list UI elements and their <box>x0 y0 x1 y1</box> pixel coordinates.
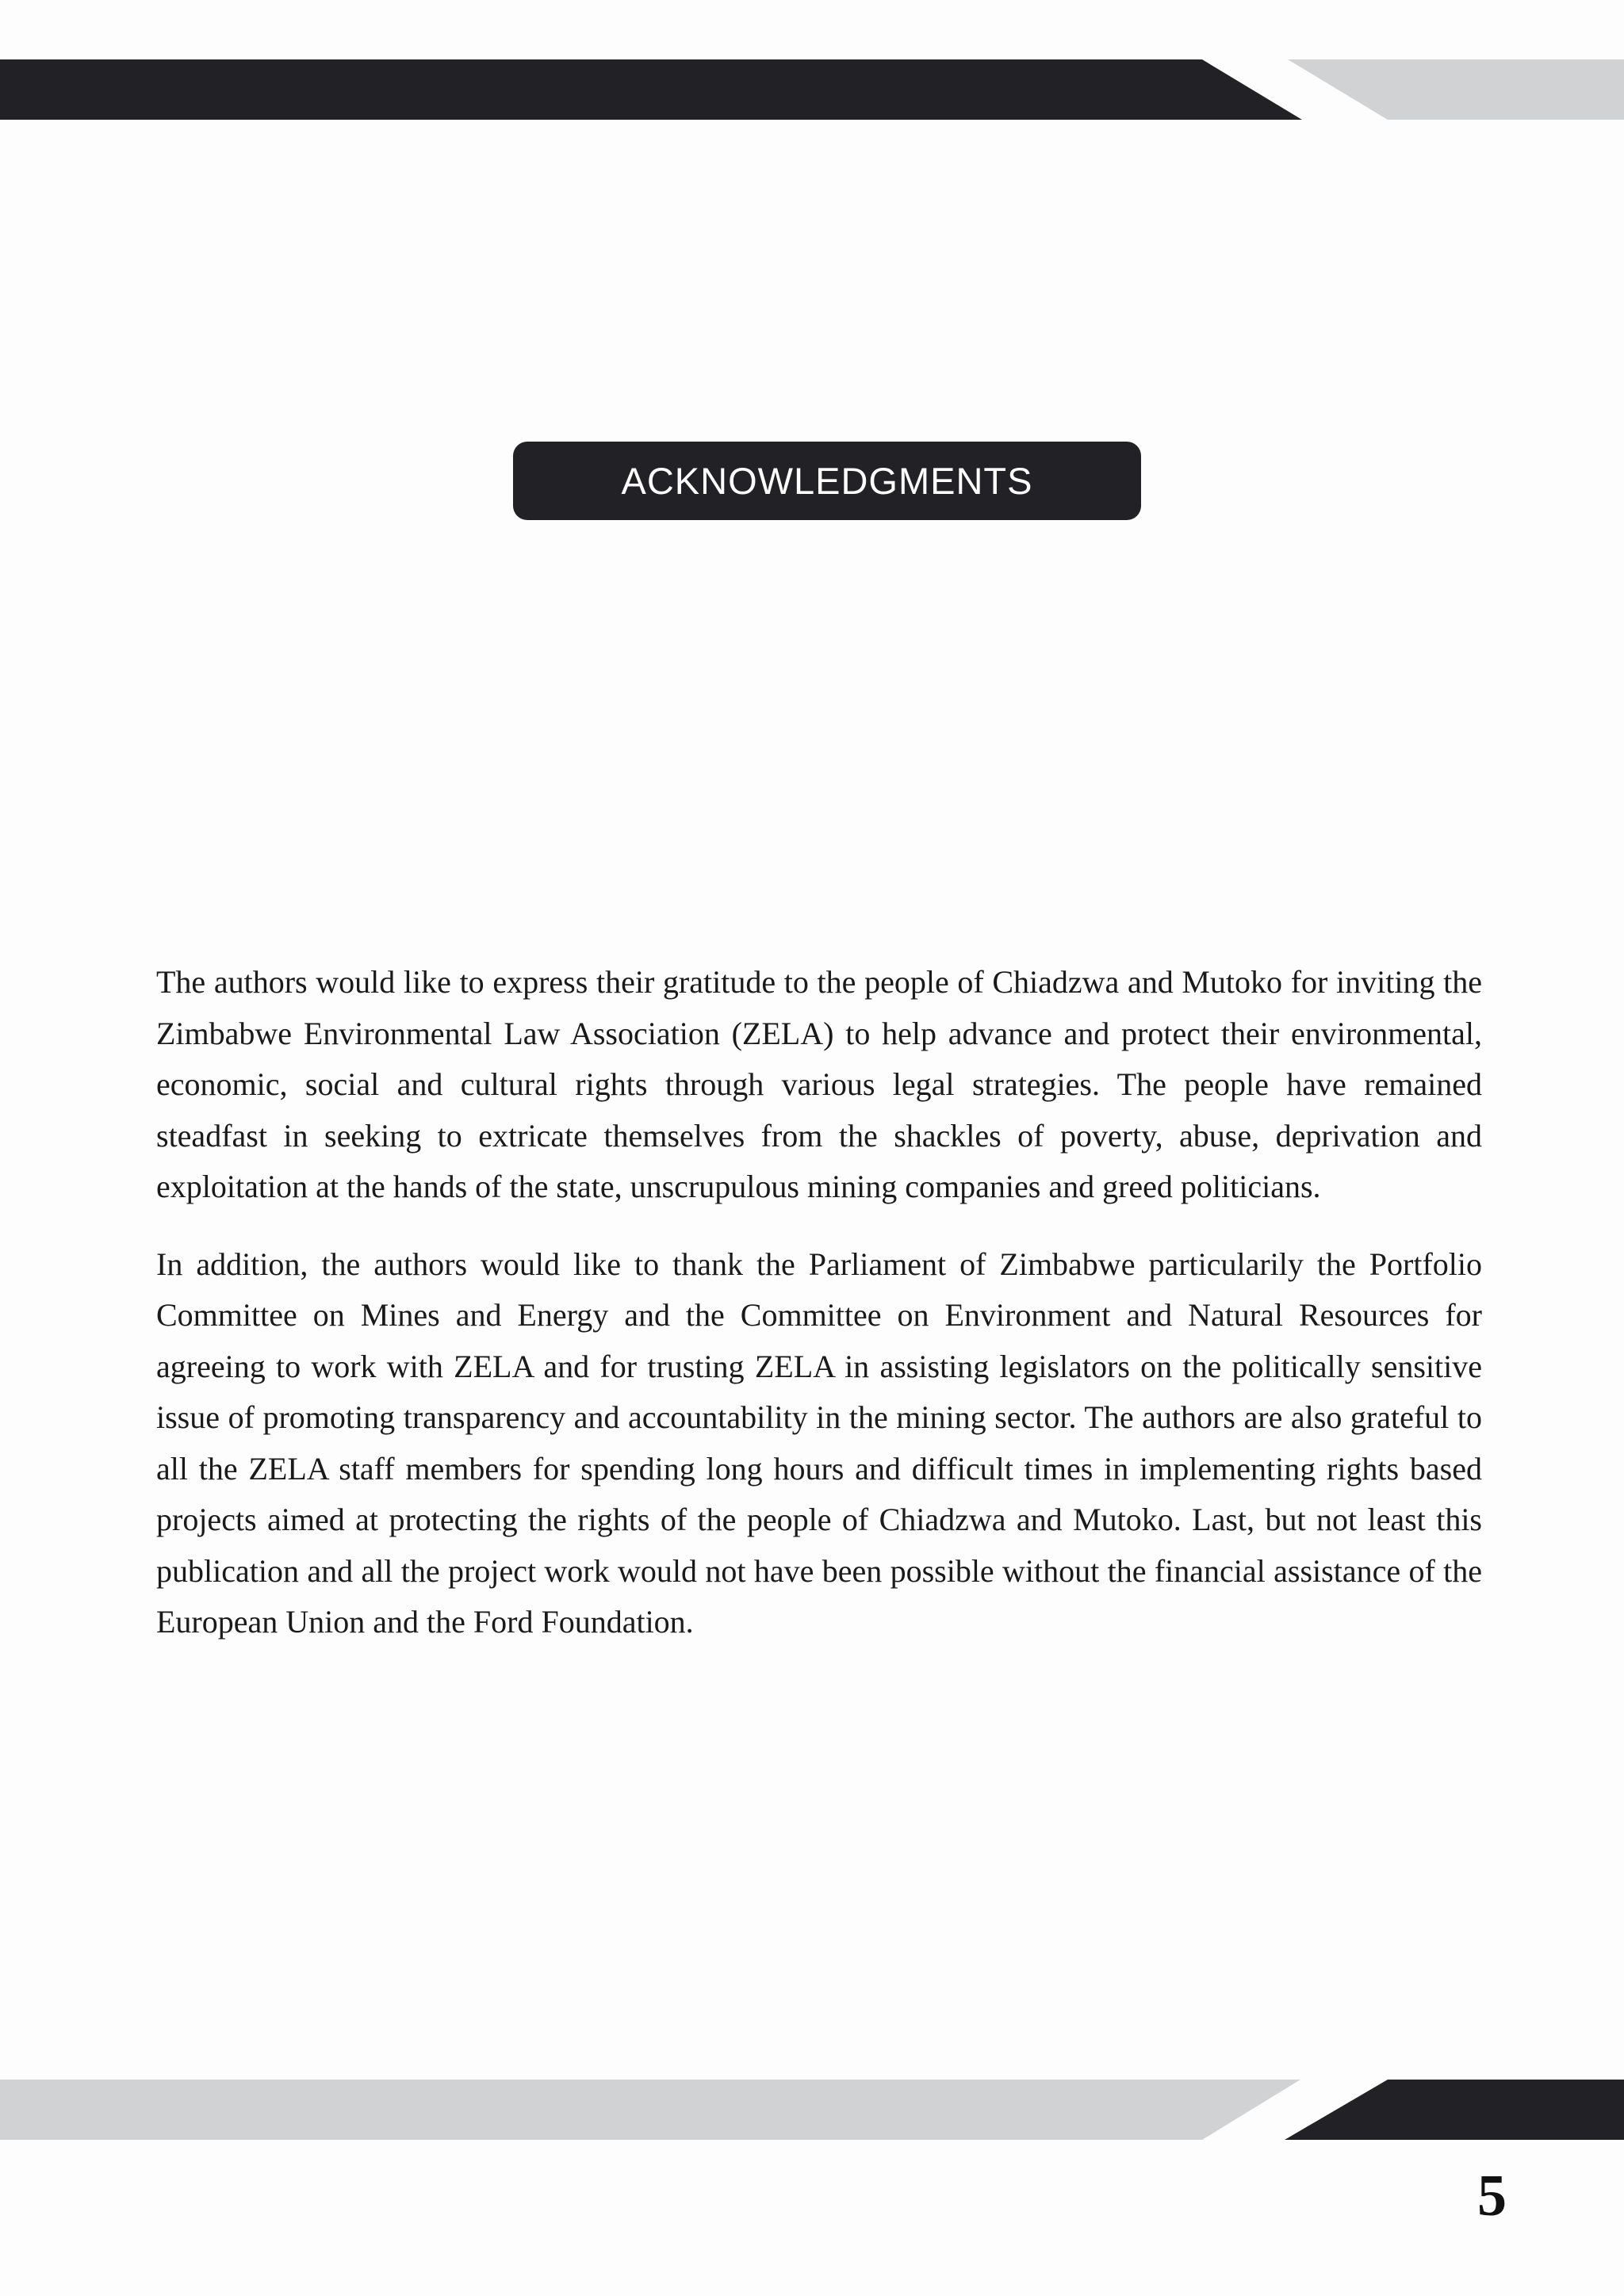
section-title-banner <box>513 442 1141 520</box>
body-content <box>156 957 1482 1648</box>
top-band-dark-stripe <box>0 59 1302 120</box>
page-number: 5 <box>1477 2164 1507 2229</box>
top-decorative-band <box>0 59 1624 120</box>
top-band-graphic <box>0 59 1624 120</box>
bottom-decorative-band <box>0 2080 1624 2140</box>
page-title: ACKNOWLEDGMENTS <box>621 460 1033 502</box>
bottom-band-dark-stripe <box>1285 2080 1624 2140</box>
bottom-band-graphic <box>0 2080 1624 2140</box>
paragraph: In addition, the authors would like to thank the Parliament of Zimbabwe particularily the Portfolio Committee on Mines and Energy and the Committee on Environment and Natural Resources for agreeing to work with ZELA and for trusting ZELA in assisting legislators on the politically sensitive issue of promoting transparency and accountability in the mining sector. The authors are also grateful to all the ZELA staff members for spending long hours and difficult times in implementing rights based projects aimed at protecting the rights of the people of Chiadzwa and Mutoko. Last, but not least this publication and all the project work would not have been possible without the financial assistance of the European Union and the Ford Foundation. <box>156 1246 1482 1640</box>
paragraph: The authors would like to express their gratitude to the people of Chiadzwa and Mutoko for inviting the Zimbabwe Environmental Law Association (ZELA) to help advance and protect their environmental, economic, social and cultural rights through various legal strategies. The people have remained steadfast in seeking to extricate themselves from the shackles of poverty, abuse, deprivation and exploitation at the hands of the state, unscrupulous mining companies and greed politicians. <box>156 964 1482 1204</box>
top-band-light-stripe <box>1288 59 1624 120</box>
bottom-band-light-stripe <box>0 2080 1300 2140</box>
